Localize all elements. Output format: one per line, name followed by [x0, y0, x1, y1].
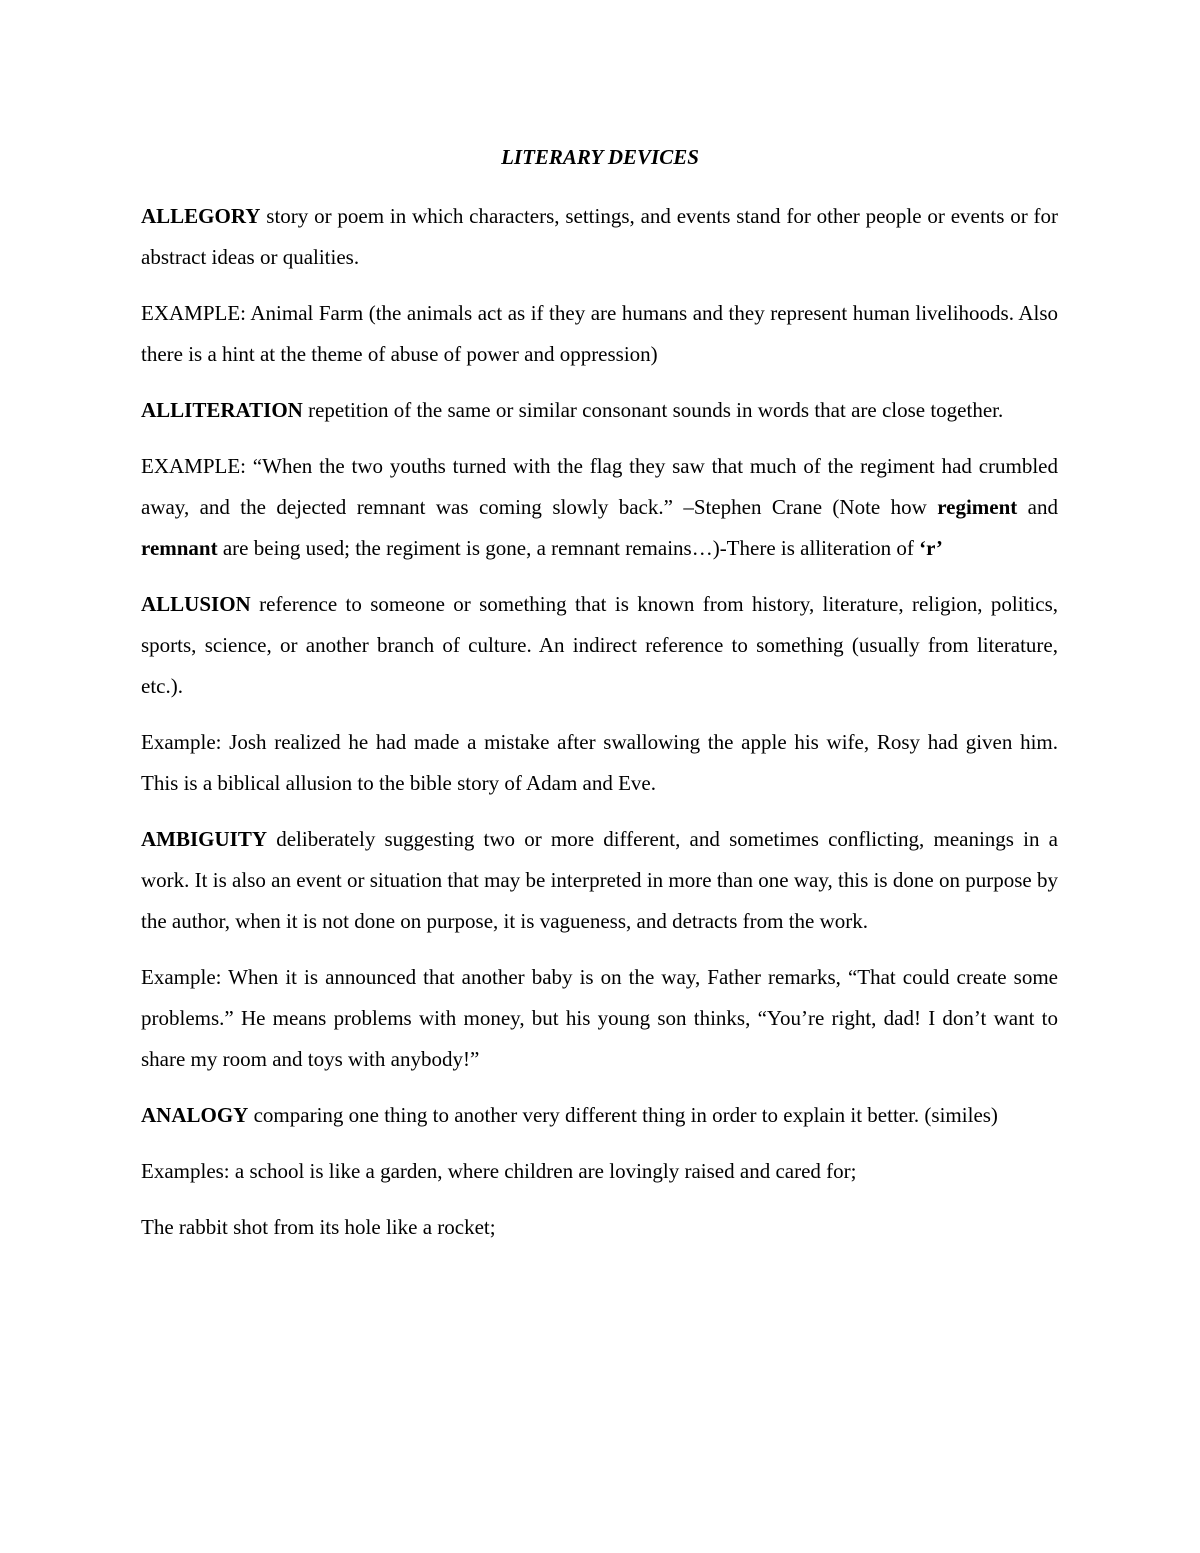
ambiguity-term: AMBIGUITY [141, 827, 268, 851]
allusion-term: ALLUSION [141, 592, 251, 616]
ambiguity-example: Example: When it is announced that another baby is on the way, Father remarks, “That could create some problems.” He means problems with money, but his young son thinks, “You’re right, dad! I don’t want to share my room and toys with anybody!” [141, 965, 1058, 1071]
analogy-definition-text: comparing one thing to another very different thing in order to explain it better. (similes) [248, 1103, 998, 1127]
ambiguity-definition-text: deliberately suggesting two or more different, and sometimes conflicting, meanings in a work. It is also an event or situation that may be interpreted in more than one way, this is done on purpose by the author, when it is not done on purpose, it is vagueness, and detracts from the work. [141, 827, 1058, 933]
analogy-definition [141, 1095, 1058, 1136]
document-body [141, 196, 1058, 1263]
allusion-definition-text: reference to someone or something that is known from history, literature, religion, politics, sports, science, or another branch of culture. An indirect reference to something (usually from literature, etc.). [141, 592, 1058, 698]
allusion-definition [141, 584, 1058, 707]
bold-word-regiment: regiment [937, 495, 1018, 519]
alliteration-definition [141, 390, 1058, 431]
document-title: LITERARY DEVICES [501, 145, 699, 169]
bold-word-remnant: remnant [141, 536, 218, 560]
allegory-definition-text: story or poem in which characters, settings, and events stand for other people or events or for abstract ideas or qualities. [141, 204, 1058, 269]
bold-letter-r: ‘r’ [919, 536, 943, 560]
ambiguity-definition [141, 819, 1058, 942]
allusion-example: Example: Josh realized he had made a mistake after swallowing the apple his wife, Rosy had given him. This is a biblical allusion to the bible story of Adam and Eve. [141, 730, 1058, 795]
alliteration-definition-text: repetition of the same or similar consonant sounds in words that are close together. [302, 398, 1004, 422]
allegory-term: ALLEGORY [141, 204, 261, 228]
alliteration-example-part2: and [1017, 495, 1058, 519]
allegory-example: EXAMPLE: Animal Farm (the animals act as if they are humans and they represent human livelihoods. Also there is a hint at the theme of abuse of power and oppression) [141, 301, 1058, 366]
alliteration-term: ALLITERATION [141, 398, 303, 422]
allegory-definition [141, 196, 1058, 278]
alliteration-example-part1: EXAMPLE: “When the two youths turned with the flag they saw that much of the regiment had crumbled away, and the dejected remnant was coming slowly back.” –Stephen Crane (Note how [141, 454, 1058, 519]
alliteration-example-part3: are being used; the regiment is gone, a remnant remains…)-There is alliteration of [217, 536, 920, 560]
analogy-example-2: The rabbit shot from its hole like a rocket; [141, 1215, 496, 1239]
alliteration-example [141, 446, 1058, 569]
analogy-term: ANALOGY [141, 1103, 249, 1127]
analogy-example-1: Examples: a school is like a garden, where children are lovingly raised and cared for; [141, 1159, 857, 1183]
